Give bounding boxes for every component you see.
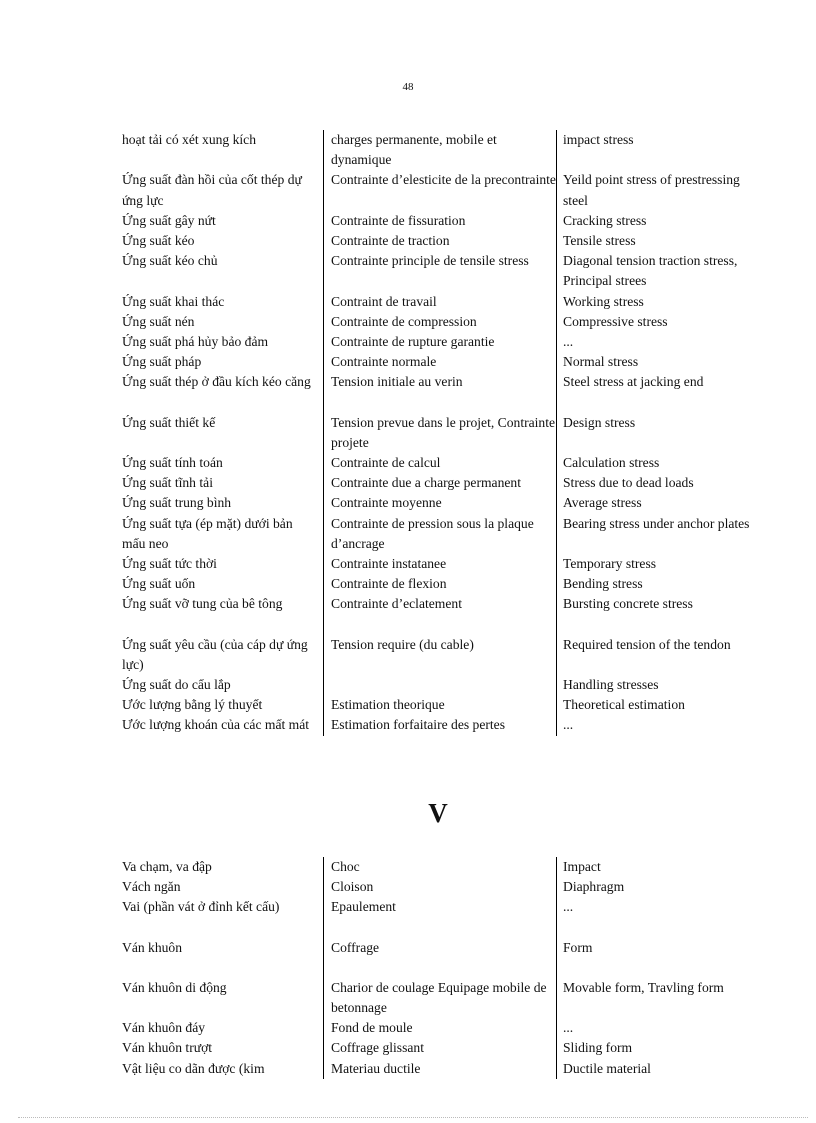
english-term: Average stress: [557, 493, 766, 513]
english-term: Theoretical estimation: [557, 695, 766, 715]
glossary-row: [122, 211, 765, 231]
glossary-row: [122, 897, 765, 917]
french-term: Materiau ductile: [324, 1059, 557, 1079]
vietnamese-term: Ván khuôn trượt: [122, 1040, 213, 1056]
vietnamese-term: Ứng suất tức thời: [122, 556, 217, 572]
vietnamese-term: Ván khuôn di động: [122, 979, 227, 995]
french-term: Estimation theorique: [324, 695, 557, 715]
vietnamese-term: Vách ngăn: [122, 879, 181, 895]
french-term: Contrainte d’elesticite de la precontrainte: [324, 170, 557, 210]
french-term: Contraint de travail: [324, 292, 557, 312]
glossary-row: [122, 493, 765, 513]
glossary-row: [122, 473, 765, 493]
vietnamese-term: Ứng suất tựa (ép mặt) dưới bản mấu neo: [122, 515, 293, 551]
glossary-row: [122, 554, 765, 574]
vietnamese-term: Ứng suất phá hủy bảo đảm: [122, 334, 269, 350]
english-term: Compressive stress: [557, 312, 766, 332]
english-term: Bursting concrete stress: [557, 594, 766, 614]
french-term: Contrainte de calcul: [324, 453, 557, 473]
french-term: Fond de moule: [324, 1018, 557, 1038]
glossary-row: [122, 938, 765, 958]
french-term: Contrainte due a charge permanent: [324, 473, 557, 493]
english-term: Yeild point stress of prestressing steel: [557, 170, 766, 210]
english-term: impact stress: [557, 130, 766, 170]
french-term: Coffrage glissant: [324, 1038, 557, 1058]
vietnamese-term: Ứng suất đàn hồi của cốt thép dự ứng lực: [122, 172, 302, 208]
french-term: Epaulement: [324, 897, 557, 917]
vietnamese-term: Ứng suất gây nứt: [122, 212, 216, 228]
french-term: Tension prevue dans le projet, Contrainte projete: [324, 413, 557, 453]
english-term: Cracking stress: [557, 211, 766, 231]
glossary-row: [122, 978, 765, 1018]
english-term: Bending stress: [557, 574, 766, 594]
glossary-row: [122, 1038, 765, 1058]
french-term: Contrainte principle de tensile stress: [324, 251, 557, 291]
glossary-row: [122, 857, 765, 877]
french-term: Contrainte d’eclatement: [324, 594, 557, 614]
glossary-table-u: [122, 130, 765, 736]
english-term: Design stress: [557, 413, 766, 453]
french-term: Estimation forfaitaire des pertes: [324, 715, 557, 735]
spacer-row: [122, 615, 765, 635]
glossary-row: [122, 130, 765, 170]
glossary-row: [122, 574, 765, 594]
glossary-row: [122, 695, 765, 715]
english-term: ...: [557, 1018, 766, 1038]
vietnamese-term: Ứng suất trung bình: [122, 495, 232, 511]
glossary-row: [122, 170, 765, 210]
vietnamese-term: Ứng suất thép ở đầu kích kéo căng: [122, 374, 311, 390]
glossary-row: [122, 251, 765, 291]
glossary-row: [122, 312, 765, 332]
english-term: Diaphragm: [557, 877, 766, 897]
glossary-row: [122, 715, 765, 735]
vietnamese-term: Ứng suất kéo chủ: [122, 253, 218, 269]
vietnamese-term: Ứng suất vỡ tung của bê tông: [122, 596, 283, 612]
english-term: Sliding form: [557, 1038, 766, 1058]
vietnamese-term: hoạt tải có xét xung kích: [122, 132, 257, 147]
french-term: Contrainte de fissuration: [324, 211, 557, 231]
vietnamese-term: Ứng suất do cẩu lắp: [122, 677, 231, 693]
french-term: Charior de coulage Equipage mobile de betonnage: [324, 978, 557, 1018]
french-term: Contrainte normale: [324, 352, 557, 372]
french-term: [324, 675, 557, 695]
vietnamese-term: Va chạm, va đập: [122, 859, 212, 874]
english-term: Tensile stress: [557, 231, 766, 251]
spacer-row: [122, 958, 765, 978]
english-term: Diagonal tension traction stress, Principal strees: [557, 251, 766, 291]
spacer-row: [122, 393, 765, 413]
vietnamese-term: Ứng suất khai thác: [122, 293, 225, 309]
glossary-row: [122, 1018, 765, 1038]
french-term: Contrainte de flexion: [324, 574, 557, 594]
vietnamese-term: Ván khuôn đáy: [122, 1020, 206, 1036]
glossary-row: [122, 594, 765, 614]
glossary-table-v: [122, 857, 765, 1079]
french-term: Tension initiale au verin: [324, 372, 557, 392]
vietnamese-term: Ứng suất pháp: [122, 354, 202, 370]
english-term: Stress due to dead loads: [557, 473, 766, 493]
glossary-row: [122, 332, 765, 352]
french-term: Contrainte de pression sous la plaque d’ancrage: [324, 514, 557, 554]
french-term: Contrainte de compression: [324, 312, 557, 332]
english-term: Handling stresses: [557, 675, 766, 695]
french-term: Contrainte de rupture garantie: [324, 332, 557, 352]
vietnamese-term: Ứng suất kéo: [122, 233, 195, 249]
french-term: Contrainte de traction: [324, 231, 557, 251]
english-term: Working stress: [557, 292, 766, 312]
english-term: Calculation stress: [557, 453, 766, 473]
vietnamese-term: Vật liệu co dãn được (kim: [122, 1060, 265, 1076]
french-term: Tension require (du cable): [324, 635, 557, 675]
english-term: Impact: [557, 857, 766, 877]
french-term: Choc: [324, 857, 557, 877]
page-number: 48: [402, 81, 414, 93]
glossary-row: [122, 231, 765, 251]
english-term: ...: [557, 897, 766, 917]
glossary-row: [122, 352, 765, 372]
english-term: Movable form, Travling form: [557, 978, 766, 1018]
glossary-row: [122, 675, 765, 695]
glossary-row: [122, 372, 765, 392]
vietnamese-term: Ứng suất yêu cầu (của cáp dự ứng lực): [122, 636, 308, 672]
vietnamese-term: Ứng suất uốn: [122, 576, 196, 592]
spacer-row: [122, 918, 765, 938]
glossary-row: [122, 453, 765, 473]
english-term: Form: [557, 938, 766, 958]
french-term: Contrainte instatanee: [324, 554, 557, 574]
glossary-row: [122, 877, 765, 897]
vietnamese-term: Ứng suất nén: [122, 313, 195, 329]
glossary-row: [122, 514, 765, 554]
vietnamese-term: Ứng suất tính toán: [122, 455, 223, 471]
english-term: Required tension of the tendon: [557, 635, 766, 675]
french-term: Contrainte moyenne: [324, 493, 557, 513]
glossary-row: [122, 1059, 765, 1079]
glossary-row: [122, 635, 765, 675]
vietnamese-term: Ước lượng bằng lý thuyết: [122, 697, 263, 713]
page-footer-rule: [18, 1117, 808, 1118]
glossary-row: [122, 292, 765, 312]
english-term: Bearing stress under anchor plates: [557, 514, 766, 554]
section-heading-v: V: [428, 798, 448, 828]
vietnamese-term: Ván khuôn: [122, 939, 183, 955]
vietnamese-term: Vai (phần vát ở đỉnh kết cấu): [122, 899, 280, 915]
vietnamese-term: Ước lượng khoán của các mất mát: [122, 717, 310, 733]
vietnamese-term: Ứng suất thiết kế: [122, 414, 216, 430]
english-term: Ductile material: [557, 1059, 766, 1079]
english-term: ...: [557, 715, 766, 735]
vietnamese-term: Ứng suất tĩnh tải: [122, 475, 213, 491]
french-term: charges permanente, mobile et dynamique: [324, 130, 557, 170]
english-term: Steel stress at jacking end: [557, 372, 766, 392]
french-term: Coffrage: [324, 938, 557, 958]
english-term: Normal stress: [557, 352, 766, 372]
english-term: Temporary stress: [557, 554, 766, 574]
glossary-row: [122, 413, 765, 453]
french-term: Cloison: [324, 877, 557, 897]
english-term: ...: [557, 332, 766, 352]
